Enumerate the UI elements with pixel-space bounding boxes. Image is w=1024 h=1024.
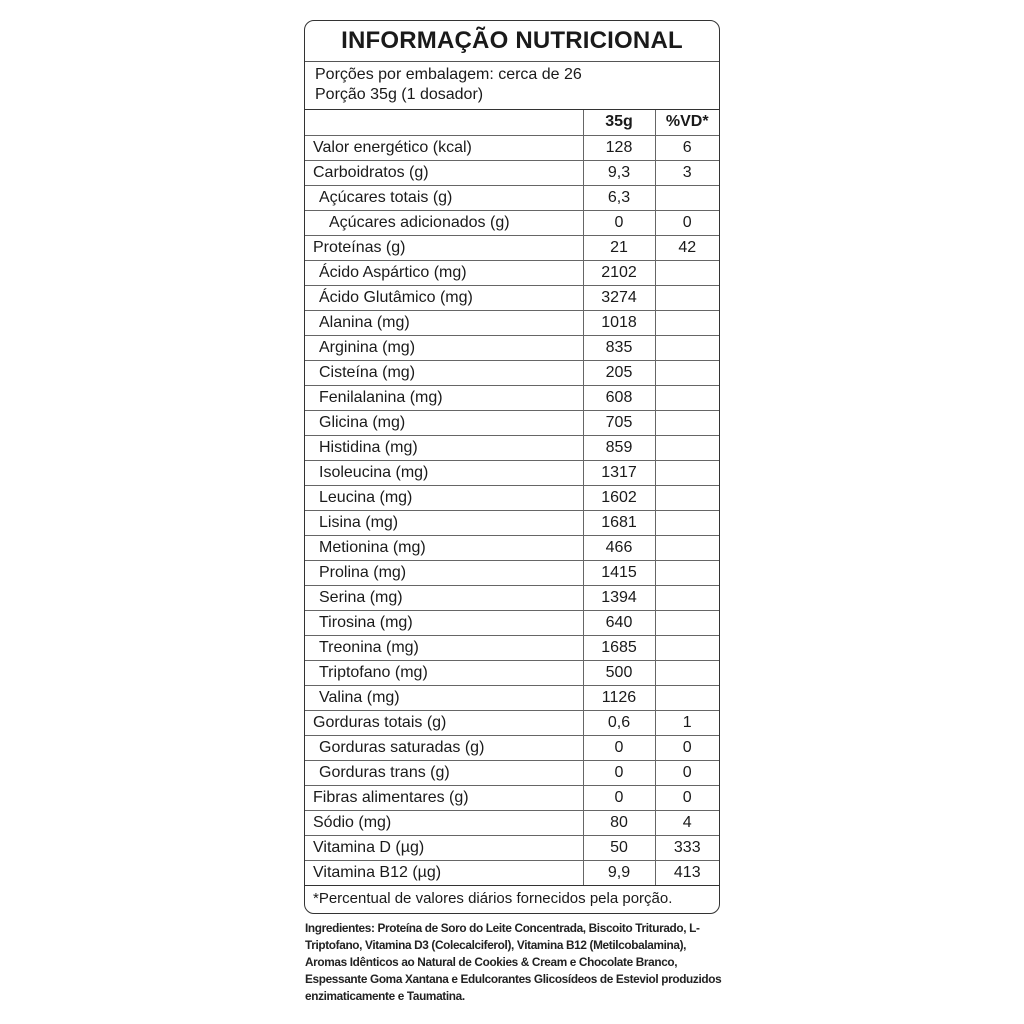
nutrient-name: Sódio (mg) bbox=[305, 810, 583, 835]
nutrient-name: Fibras alimentares (g) bbox=[305, 785, 583, 810]
nutrient-amount: 1681 bbox=[583, 510, 655, 535]
nutrient-amount: 0 bbox=[583, 785, 655, 810]
nutrient-name: Tirosina (mg) bbox=[305, 610, 583, 635]
table-row bbox=[305, 835, 719, 860]
table-row bbox=[305, 585, 719, 610]
nutrient-name: Valor energético (kcal) bbox=[305, 135, 583, 160]
nutrient-daily-value bbox=[655, 410, 719, 435]
nutrient-name: Prolina (mg) bbox=[305, 560, 583, 585]
nutrient-name: Metionina (mg) bbox=[305, 535, 583, 560]
nutrient-name: Ácido Aspártico (mg) bbox=[305, 260, 583, 285]
nutrient-amount: 1415 bbox=[583, 560, 655, 585]
nutrient-daily-value bbox=[655, 310, 719, 335]
nutrient-amount: 9,3 bbox=[583, 160, 655, 185]
nutrient-daily-value bbox=[655, 610, 719, 635]
nutrient-daily-value bbox=[655, 435, 719, 460]
table-row bbox=[305, 635, 719, 660]
nutrient-daily-value bbox=[655, 260, 719, 285]
nutrient-daily-value: 0 bbox=[655, 785, 719, 810]
nutrient-name: Valina (mg) bbox=[305, 685, 583, 710]
header-nutrient bbox=[305, 110, 583, 135]
nutrient-amount: 1317 bbox=[583, 460, 655, 485]
nutrient-daily-value bbox=[655, 535, 719, 560]
table-row bbox=[305, 160, 719, 185]
table-row bbox=[305, 360, 719, 385]
table-row bbox=[305, 260, 719, 285]
nutrient-name: Leucina (mg) bbox=[305, 485, 583, 510]
nutrient-name: Gorduras totais (g) bbox=[305, 710, 583, 735]
table-row bbox=[305, 560, 719, 585]
nutrient-daily-value bbox=[655, 560, 719, 585]
table-row bbox=[305, 860, 719, 885]
table-row bbox=[305, 535, 719, 560]
serving-info bbox=[305, 62, 719, 110]
nutrient-amount: 0,6 bbox=[583, 710, 655, 735]
nutrient-amount: 0 bbox=[583, 735, 655, 760]
nutrient-amount: 500 bbox=[583, 660, 655, 685]
nutrition-facts-panel bbox=[304, 20, 720, 914]
table-row bbox=[305, 335, 719, 360]
nutrient-amount: 640 bbox=[583, 610, 655, 635]
nutrient-amount: 205 bbox=[583, 360, 655, 385]
nutrient-amount: 3274 bbox=[583, 285, 655, 310]
nutrient-daily-value bbox=[655, 485, 719, 510]
table-row bbox=[305, 310, 719, 335]
table-row bbox=[305, 660, 719, 685]
nutrient-amount: 466 bbox=[583, 535, 655, 560]
table-row bbox=[305, 810, 719, 835]
nutrient-name: Arginina (mg) bbox=[305, 335, 583, 360]
nutrient-daily-value bbox=[655, 285, 719, 310]
serving-size: Porção 35g (1 dosador) bbox=[315, 86, 484, 103]
nutrient-amount: 1602 bbox=[583, 485, 655, 510]
table-row bbox=[305, 235, 719, 260]
servings-per-package: Porções por embalagem: cerca de 26 bbox=[315, 66, 582, 83]
nutrient-daily-value: 3 bbox=[655, 160, 719, 185]
nutrient-amount: 50 bbox=[583, 835, 655, 860]
ingredients-text: Ingredientes: Proteína de Soro do Leite Concentrada, Biscoito Triturado, L-Triptofano, Vitamina D3 (Colecalciferol), Vitamina B12 (Metilcobalamina), Aromas Idênticos ao Natural de Cookies & Cream e Chocolate Branco, Espessante Goma Xantana e Edulcorantes Glicosídeos de Esteviol produzidos enzimaticamente e Taumatina. bbox=[305, 921, 722, 1003]
nutrient-amount: 859 bbox=[583, 435, 655, 460]
nutrient-name: Glicina (mg) bbox=[305, 410, 583, 435]
nutrient-amount: 1394 bbox=[583, 585, 655, 610]
nutrient-name: Ácido Glutâmico (mg) bbox=[305, 285, 583, 310]
nutrient-amount: 80 bbox=[583, 810, 655, 835]
table-row bbox=[305, 685, 719, 710]
nutrient-daily-value: 0 bbox=[655, 210, 719, 235]
nutrient-daily-value bbox=[655, 185, 719, 210]
table-row bbox=[305, 135, 719, 160]
nutrient-daily-value: 1 bbox=[655, 710, 719, 735]
nutrient-daily-value: 4 bbox=[655, 810, 719, 835]
table-row bbox=[305, 485, 719, 510]
nutrient-name: Treonina (mg) bbox=[305, 635, 583, 660]
nutrient-daily-value bbox=[655, 585, 719, 610]
nutrient-amount: 1126 bbox=[583, 685, 655, 710]
nutrient-amount: 608 bbox=[583, 385, 655, 410]
nutrient-daily-value: 42 bbox=[655, 235, 719, 260]
nutrient-amount: 705 bbox=[583, 410, 655, 435]
table-row bbox=[305, 460, 719, 485]
nutrient-daily-value bbox=[655, 360, 719, 385]
header-daily-value: %VD* bbox=[655, 110, 719, 135]
nutrient-name: Proteínas (g) bbox=[305, 235, 583, 260]
nutrient-daily-value bbox=[655, 460, 719, 485]
nutrient-name: Vitamina D (µg) bbox=[305, 835, 583, 860]
table-row bbox=[305, 410, 719, 435]
nutrient-daily-value bbox=[655, 660, 719, 685]
nutrient-name: Histidina (mg) bbox=[305, 435, 583, 460]
table-row bbox=[305, 210, 719, 235]
nutrient-name: Fenilalanina (mg) bbox=[305, 385, 583, 410]
nutrient-name: Gorduras saturadas (g) bbox=[305, 735, 583, 760]
nutrient-name: Açúcares totais (g) bbox=[305, 185, 583, 210]
nutrient-daily-value bbox=[655, 335, 719, 360]
table-row bbox=[305, 385, 719, 410]
nutrient-amount: 128 bbox=[583, 135, 655, 160]
nutrient-daily-value bbox=[655, 385, 719, 410]
nutrient-amount: 6,3 bbox=[583, 185, 655, 210]
nutrient-name: Carboidratos (g) bbox=[305, 160, 583, 185]
table-row bbox=[305, 785, 719, 810]
nutrient-amount: 21 bbox=[583, 235, 655, 260]
table-header-row bbox=[305, 110, 719, 135]
nutrient-name: Vitamina B12 (µg) bbox=[305, 860, 583, 885]
nutrient-daily-value bbox=[655, 635, 719, 660]
nutrient-name: Gorduras trans (g) bbox=[305, 760, 583, 785]
panel-title: INFORMAÇÃO NUTRICIONAL bbox=[305, 21, 719, 62]
nutrient-amount: 835 bbox=[583, 335, 655, 360]
table-row bbox=[305, 185, 719, 210]
nutrient-daily-value: 333 bbox=[655, 835, 719, 860]
nutrient-name: Lisina (mg) bbox=[305, 510, 583, 535]
nutrient-name: Açúcares adicionados (g) bbox=[305, 210, 583, 235]
nutrient-name: Triptofano (mg) bbox=[305, 660, 583, 685]
nutrient-amount: 9,9 bbox=[583, 860, 655, 885]
table-row bbox=[305, 435, 719, 460]
table-row bbox=[305, 760, 719, 785]
nutrient-daily-value: 413 bbox=[655, 860, 719, 885]
nutrient-amount: 0 bbox=[583, 760, 655, 785]
table-row bbox=[305, 610, 719, 635]
table-row bbox=[305, 285, 719, 310]
nutrient-name: Cisteína (mg) bbox=[305, 360, 583, 385]
nutrient-name: Isoleucina (mg) bbox=[305, 460, 583, 485]
nutrient-amount: 0 bbox=[583, 210, 655, 235]
nutrient-amount: 1685 bbox=[583, 635, 655, 660]
nutrient-daily-value: 6 bbox=[655, 135, 719, 160]
nutrient-amount: 2102 bbox=[583, 260, 655, 285]
nutrient-name: Serina (mg) bbox=[305, 585, 583, 610]
nutrient-amount: 1018 bbox=[583, 310, 655, 335]
nutrient-name: Alanina (mg) bbox=[305, 310, 583, 335]
nutrient-daily-value: 0 bbox=[655, 760, 719, 785]
table-row bbox=[305, 710, 719, 735]
nutrient-daily-value bbox=[655, 685, 719, 710]
header-amount: 35g bbox=[583, 110, 655, 135]
nutrient-daily-value bbox=[655, 510, 719, 535]
table-row bbox=[305, 735, 719, 760]
nutrient-table bbox=[305, 110, 719, 886]
table-row bbox=[305, 510, 719, 535]
daily-value-footnote: *Percentual de valores diários fornecidos pela porção. bbox=[313, 889, 673, 907]
nutrient-daily-value: 0 bbox=[655, 735, 719, 760]
